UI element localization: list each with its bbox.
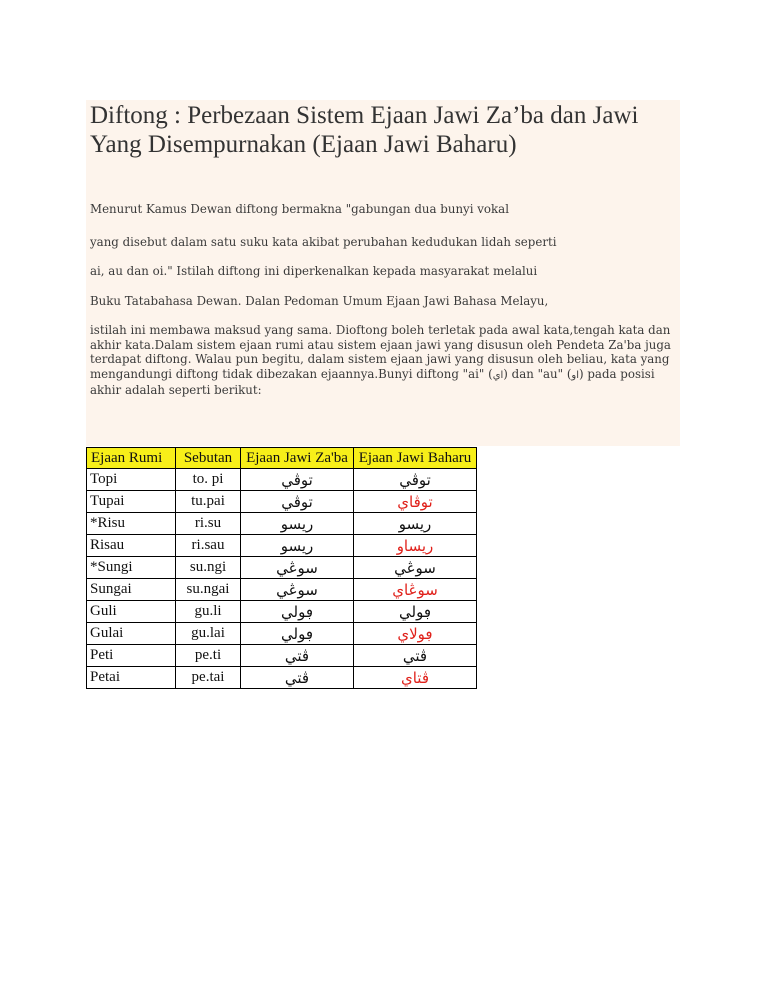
table-header-row bbox=[87, 448, 477, 469]
table-row bbox=[87, 491, 477, 513]
paragraph-body bbox=[90, 323, 675, 398]
cell-jawi-zaba: سوڠي bbox=[241, 557, 354, 579]
cell-jawi-baharu: ريساو bbox=[354, 535, 477, 557]
cell-jawi-baharu: ڤتي bbox=[354, 645, 477, 667]
table-row bbox=[87, 601, 477, 623]
cell-sebutan: pe.ti bbox=[176, 645, 241, 667]
paragraph-text: istilah ini membawa maksud yang sama. Dioftong boleh terletak pada awal kata,tengah kata dan akhir kata.Dalam sistem ejaan rumi atau sistem ejaan jawi yang disusun oleh Pendeta Za'ba juga terdapat diftong. Walau pun begitu, dalam sistem ejaan jawi yang disusun oleh beliau, kata yang mengandungi diftong tidak dibezakan ejaannya.Bunyi diftong "ai" ( bbox=[90, 323, 671, 381]
table-row bbox=[87, 579, 477, 601]
cell-sebutan: gu.lai bbox=[176, 623, 241, 645]
paragraph-text: ) pada posisi akhir adalah seperti berikut: bbox=[90, 366, 655, 397]
diftong-au-jawi: او bbox=[571, 369, 580, 381]
cell-jawi-baharu: ريسو bbox=[354, 513, 477, 535]
table-row bbox=[87, 645, 477, 667]
cell-jawi-zaba: ريسو bbox=[241, 535, 354, 557]
cell-jawi-zaba: ڤتي bbox=[241, 645, 354, 667]
cell-ejaan-rumi: *Sungi bbox=[87, 557, 176, 579]
cell-jawi-zaba: توڤي bbox=[241, 469, 354, 491]
cell-sebutan: ri.su bbox=[176, 513, 241, 535]
cell-jawi-baharu: توڤي bbox=[354, 469, 477, 491]
cell-jawi-baharu: ڢولاي bbox=[354, 623, 477, 645]
cell-ejaan-rumi: Topi bbox=[87, 469, 176, 491]
paragraph-text: ) dan "au" ( bbox=[503, 366, 572, 381]
cell-jawi-zaba: ڢولي bbox=[241, 601, 354, 623]
diftong-table bbox=[86, 447, 477, 689]
table-row bbox=[87, 557, 477, 579]
paragraph-line-4: Buku Tatabahasa Dewan. Dalan Pedoman Umum Ejaan Jawi Bahasa Melayu, bbox=[90, 294, 549, 308]
cell-jawi-zaba: توڤي bbox=[241, 491, 354, 513]
cell-jawi-baharu: ڢولي bbox=[354, 601, 477, 623]
cell-ejaan-rumi: Peti bbox=[87, 645, 176, 667]
cell-sebutan: su.ngai bbox=[176, 579, 241, 601]
table-row bbox=[87, 469, 477, 491]
cell-ejaan-rumi: Guli bbox=[87, 601, 176, 623]
cell-jawi-zaba: ڢولي bbox=[241, 623, 354, 645]
cell-ejaan-rumi: Tupai bbox=[87, 491, 176, 513]
cell-sebutan: tu.pai bbox=[176, 491, 241, 513]
column-header-ejaan-rumi: Ejaan Rumi bbox=[87, 448, 176, 469]
cell-ejaan-rumi: Petai bbox=[87, 667, 176, 689]
table-row bbox=[87, 513, 477, 535]
cell-sebutan: ri.sau bbox=[176, 535, 241, 557]
cell-jawi-zaba: ڤتي bbox=[241, 667, 354, 689]
cell-jawi-zaba: ريسو bbox=[241, 513, 354, 535]
table-row bbox=[87, 667, 477, 689]
column-header-sebutan: Sebutan bbox=[176, 448, 241, 469]
cell-ejaan-rumi: Gulai bbox=[87, 623, 176, 645]
paragraph-line-1: Menurut Kamus Dewan diftong bermakna "gabungan dua bunyi vokal bbox=[90, 202, 509, 216]
table-row bbox=[87, 623, 477, 645]
column-header-jawi-baharu: Ejaan Jawi Baharu bbox=[354, 448, 477, 469]
cell-jawi-baharu: سوڠي bbox=[354, 557, 477, 579]
column-header-jawi-zaba: Ejaan Jawi Za'ba bbox=[241, 448, 354, 469]
cell-sebutan: to. pi bbox=[176, 469, 241, 491]
paragraph-line-2: yang disebut dalam satu suku kata akibat perubahan kedudukan lidah seperti bbox=[90, 235, 557, 249]
cell-sebutan: gu.li bbox=[176, 601, 241, 623]
table-row bbox=[87, 535, 477, 557]
cell-ejaan-rumi: *Risu bbox=[87, 513, 176, 535]
paragraph-line-3: ai, au dan oi." Istilah diftong ini diperkenalkan kepada masyarakat melalui bbox=[90, 264, 538, 278]
cell-sebutan: su.ngi bbox=[176, 557, 241, 579]
cell-jawi-baharu: ڤتاي bbox=[354, 667, 477, 689]
cell-sebutan: pe.tai bbox=[176, 667, 241, 689]
table-body bbox=[87, 469, 477, 689]
cell-ejaan-rumi: Risau bbox=[87, 535, 176, 557]
page-title: Diftong : Perbezaan Sistem Ejaan Jawi Za’ba dan Jawi Yang Disempurnakan (Ejaan Jawi Baharu) bbox=[90, 102, 639, 158]
cell-jawi-zaba: سوڠي bbox=[241, 579, 354, 601]
diftong-ai-jawi: اي bbox=[492, 369, 504, 381]
cell-jawi-baharu: سوڠاي bbox=[354, 579, 477, 601]
cell-jawi-baharu: توڤاي bbox=[354, 491, 477, 513]
cell-ejaan-rumi: Sungai bbox=[87, 579, 176, 601]
